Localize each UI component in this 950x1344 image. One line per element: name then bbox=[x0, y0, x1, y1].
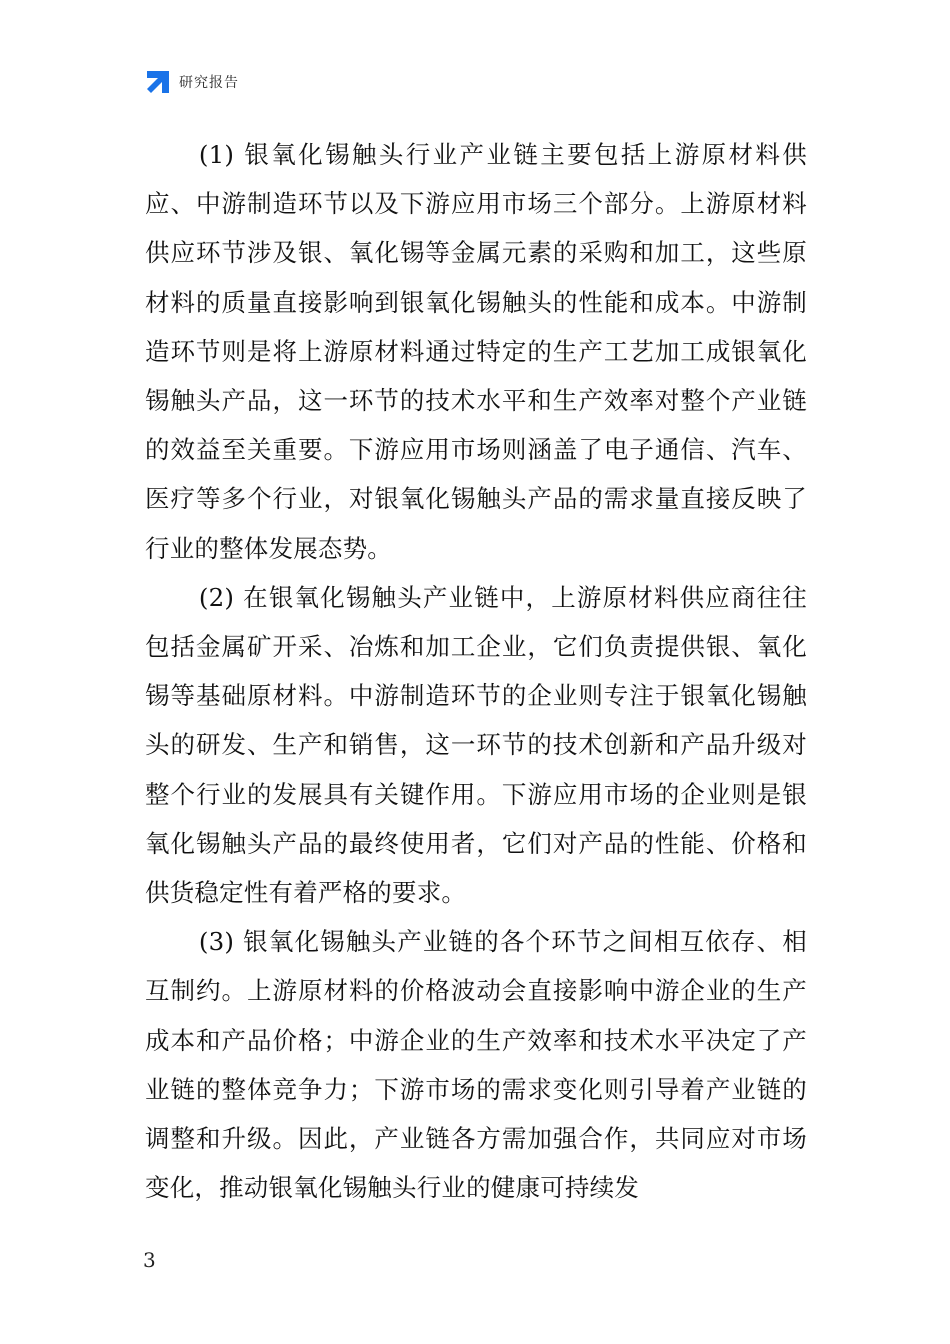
report-body bbox=[145, 130, 807, 1212]
arrow-up-right-logo-icon bbox=[145, 69, 171, 95]
page-number: 3 bbox=[143, 1248, 156, 1272]
paragraph-3: (3) 银氧化锡触头产业链的各个环节之间相互依存、相互制约。上游原材料的价格波动会直接影响中游企业的生产成本和产品价格；中游企业的生产效率和技术水平决定了产业链的整体竞争力；下游市场的需求变化则引导着产业链的调整和升级。因此，产业链各方需加强合作，共同应对市场变化，推动银氧化锡触头行业的健康可持续发 bbox=[145, 927, 807, 1203]
page-header bbox=[145, 66, 239, 98]
paragraph-1: (1) 银氧化锡触头行业产业链主要包括上游原材料供应、中游制造环节以及下游应用市场三个部分。上游原材料供应环节涉及银、氧化锡等金属元素的采购和加工，这些原材料的质量直接影响到银氧化锡触头的性能和成本。中游制造环节则是将上游原材料通过特定的生产工艺加工成银氧化锡触头产品，这一环节的技术水平和生产效率对整个产业链的效益至关重要。下游应用市场则涵盖了电子通信、汽车、医疗等多个行业，对银氧化锡触头产品的需求量直接反映了行业的整体发展态势。 bbox=[145, 140, 807, 563]
header-title: 研究报告 bbox=[179, 75, 239, 91]
paragraph-2: (2) 在银氧化锡触头产业链中，上游原材料供应商往往包括金属矿开采、冶炼和加工企业，它们负责提供银、氧化锡等基础原材料。中游制造环节的企业则专注于银氧化锡触头的研发、生产和销售，这一环节的技术创新和产品升级对整个行业的发展具有关键作用。下游应用市场的企业则是银氧化锡触头产品的最终使用者，它们对产品的性能、价格和供货稳定性有着严格的要求。 bbox=[145, 582, 807, 908]
